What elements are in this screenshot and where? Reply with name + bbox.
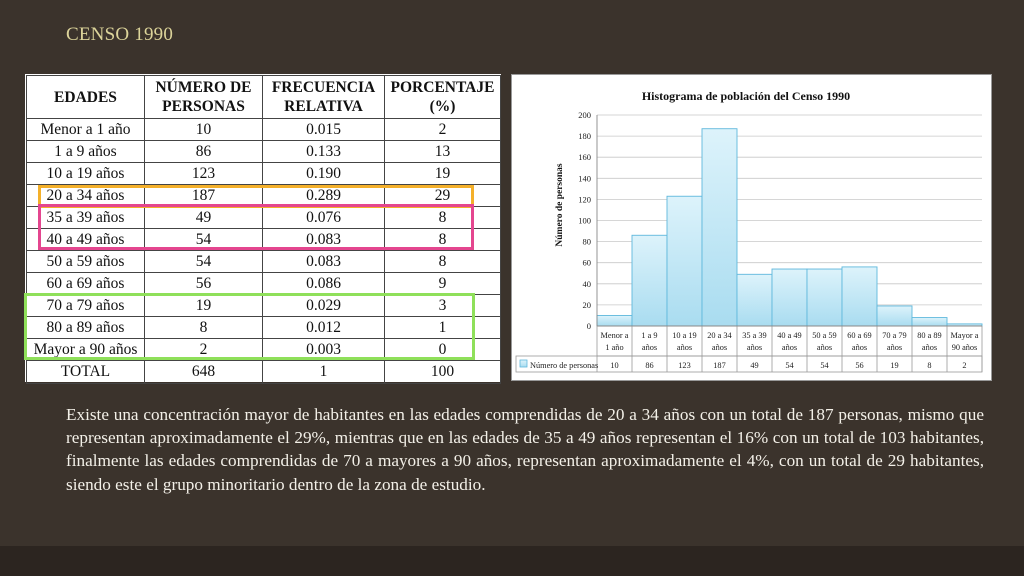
chart-bar (737, 274, 772, 326)
chart-y-tick-label: 20 (582, 299, 591, 310)
chart-legend-swatch (520, 360, 527, 367)
header-porcentaje: PORCENTAJE (%) (385, 76, 501, 119)
total-personas: 648 (145, 361, 263, 384)
total-label: TOTAL (27, 361, 145, 384)
cell-frecuencia: 0.083 (263, 251, 385, 273)
slide-title: CENSO 1990 (66, 24, 174, 45)
chart-bar (632, 235, 667, 326)
cell-numero-personas: 54 (145, 251, 263, 273)
chart-data-label: 10 (610, 361, 619, 370)
chart-data-label: 86 (645, 361, 654, 370)
total-porcentaje: 100 (385, 361, 501, 384)
chart-x-tick-label: años (781, 343, 798, 352)
chart-x-tick-label: 80 a 89 (917, 331, 942, 340)
cell-numero-personas: 56 (145, 273, 263, 295)
chart-title: Histograma de población del Censo 1990 (641, 89, 851, 103)
cell-edades: 35 a 39 años (27, 207, 145, 229)
cell-frecuencia: 0.289 (263, 185, 385, 207)
cell-porcentaje: 3 (385, 295, 501, 317)
cell-edades: 50 a 59 años (27, 251, 145, 273)
cell-frecuencia: 0.190 (263, 163, 385, 185)
cell-porcentaje: 8 (385, 229, 501, 251)
chart-bar (807, 269, 842, 326)
cell-edades: 60 a 69 años (27, 273, 145, 295)
total-frecuencia: 1 (263, 361, 385, 384)
cell-edades: 20 a 34 años (27, 185, 145, 207)
chart-bar (877, 306, 912, 326)
cell-frecuencia: 0.086 (263, 273, 385, 295)
header-edades: EDADES (27, 76, 145, 119)
chart-bar (702, 129, 737, 326)
chart-data-label: 2 (962, 361, 967, 370)
cell-edades: 10 a 19 años (27, 163, 145, 185)
chart-x-tick-label: 90 años (951, 343, 978, 352)
cell-edades: Menor a 1 año (27, 119, 145, 141)
table-row (27, 251, 501, 273)
table-row (27, 317, 501, 339)
cell-numero-personas: 8 (145, 317, 263, 339)
table-row (27, 229, 501, 251)
chart-y-tick-label: 120 (578, 194, 591, 205)
cell-edades: 70 a 79 años (27, 295, 145, 317)
table-row (27, 119, 501, 141)
census-table-panel (25, 74, 501, 382)
chart-x-tick-label: 20 a 34 (707, 331, 732, 340)
cell-edades: 80 a 89 años (27, 317, 145, 339)
cell-numero-personas: 49 (145, 207, 263, 229)
table-header-row (27, 76, 501, 119)
table-row (27, 295, 501, 317)
cell-frecuencia: 0.015 (263, 119, 385, 141)
cell-numero-personas: 187 (145, 185, 263, 207)
table-body (27, 119, 501, 361)
chart-y-tick-label: 40 (582, 278, 591, 289)
chart-bar (842, 267, 877, 326)
chart-x-tick-label: 50 a 59 (812, 331, 837, 340)
cell-edades: Mayor a 90 años (27, 339, 145, 361)
chart-bar (772, 269, 807, 326)
chart-data-label: 56 (855, 361, 864, 370)
chart-x-tick-label: años (921, 343, 938, 352)
chart-x-tick-label: años (816, 343, 833, 352)
cell-edades: 1 a 9 años (27, 141, 145, 163)
chart-x-tick-label: 60 a 69 (847, 331, 872, 340)
chart-x-tick-label: años (641, 343, 658, 352)
cell-frecuencia: 0.076 (263, 207, 385, 229)
cell-porcentaje: 2 (385, 119, 501, 141)
chart-x-tick-label: Menor a (600, 331, 629, 340)
chart-x-tick-label: años (746, 343, 763, 352)
table-total-row (27, 361, 501, 384)
table-row (27, 273, 501, 295)
chart-data-label: 8 (927, 361, 932, 370)
chart-data-label: 54 (785, 361, 794, 370)
chart-x-tick-label: Mayor a (950, 331, 979, 340)
chart-x-tick-label: 1 a 9 (641, 331, 658, 340)
cell-edades: 40 a 49 años (27, 229, 145, 251)
chart-bar (912, 318, 947, 326)
chart-y-tick-label: 60 (582, 257, 591, 268)
summary-paragraph: Existe una concentración mayor de habitantes en las edades comprendidas de 20 a 34 años con un total de 187 personas, mismo que representan aproximadamente el 29%, mientras que en las edades de 35 a 49 años representan el 16% con un total de 103 habitantes, finalmente las edades comprendidas de 70 a mayores a 90 años, representan aproximadamente el 4%, con un total de 29 habitantes, siendo este el grupo minoritario dentro de la zona de estudio. (66, 405, 984, 494)
chart-y-tick-label: 200 (578, 110, 591, 120)
chart-x-tick-label: 40 a 49 (777, 331, 802, 340)
chart-data-label: 187 (713, 361, 726, 370)
chart-y-tick-label: 180 (578, 131, 591, 142)
cell-frecuencia: 0.133 (263, 141, 385, 163)
cell-numero-personas: 2 (145, 339, 263, 361)
table-row (27, 141, 501, 163)
cell-numero-personas: 54 (145, 229, 263, 251)
chart-x-tick-label: 10 a 19 (672, 331, 697, 340)
chart-data-label: 19 (890, 361, 899, 370)
chart-x-tick-label: años (886, 343, 903, 352)
cell-numero-personas: 123 (145, 163, 263, 185)
cell-numero-personas: 19 (145, 295, 263, 317)
chart-data-label: 123 (678, 361, 691, 370)
table-row (27, 163, 501, 185)
chart-y-tick-label: 0 (586, 321, 591, 331)
chart-y-axis-label: Número de personas (555, 163, 565, 247)
chart-y-tick-label: 140 (578, 173, 591, 184)
chart-y-tick-label: 100 (578, 215, 591, 226)
chart-x-tick-label: 35 a 39 (742, 331, 767, 340)
chart-bar (667, 196, 702, 326)
chart-bar (597, 315, 632, 326)
chart-x-tick-label: 1 año (605, 343, 624, 352)
histogram-chart (512, 75, 993, 382)
cell-frecuencia: 0.003 (263, 339, 385, 361)
header-numero-personas: NÚMERO DE PERSONAS (145, 76, 263, 119)
table-row (27, 207, 501, 229)
histogram-panel (511, 74, 992, 381)
cell-porcentaje: 0 (385, 339, 501, 361)
chart-x-tick-label: años (851, 343, 868, 352)
chart-y-tick-label: 80 (582, 236, 591, 247)
cell-porcentaje: 9 (385, 273, 501, 295)
cell-frecuencia: 0.083 (263, 229, 385, 251)
cell-frecuencia: 0.029 (263, 295, 385, 317)
census-table (26, 75, 501, 384)
header-frecuencia-relativa: FRECUENCIA RELATIVA (263, 76, 385, 119)
cell-porcentaje: 8 (385, 251, 501, 273)
cell-frecuencia: 0.012 (263, 317, 385, 339)
table-row (27, 339, 501, 361)
chart-bars (597, 129, 982, 326)
cell-numero-personas: 10 (145, 119, 263, 141)
cell-numero-personas: 86 (145, 141, 263, 163)
chart-x-tick-label: 70 a 79 (882, 331, 907, 340)
chart-x-tick-label: años (711, 343, 728, 352)
chart-x-tick-label: años (676, 343, 693, 352)
cell-porcentaje: 8 (385, 207, 501, 229)
chart-y-tick-label: 160 (578, 152, 591, 163)
cell-porcentaje: 13 (385, 141, 501, 163)
cell-porcentaje: 29 (385, 185, 501, 207)
chart-data-label: 54 (820, 361, 829, 370)
cell-porcentaje: 19 (385, 163, 501, 185)
cell-porcentaje: 1 (385, 317, 501, 339)
chart-legend-label: Número de personas (530, 361, 599, 370)
chart-labels (520, 110, 979, 370)
table-row (27, 185, 501, 207)
bottom-band (0, 546, 1024, 576)
chart-data-label: 49 (750, 361, 759, 370)
